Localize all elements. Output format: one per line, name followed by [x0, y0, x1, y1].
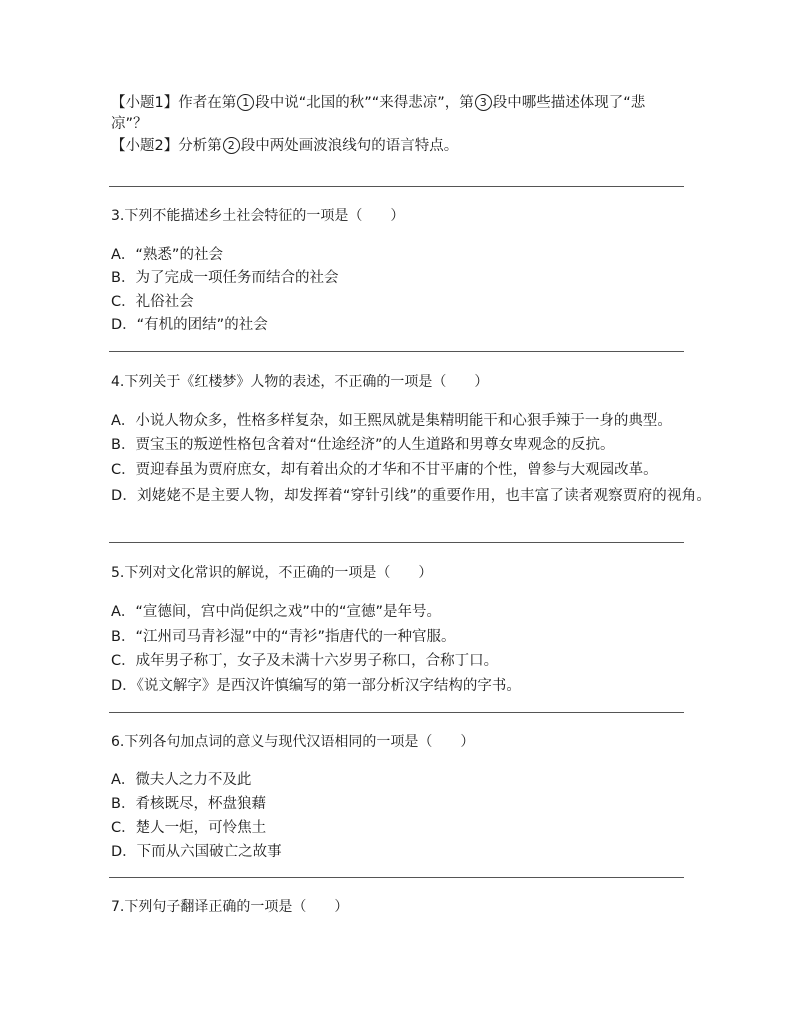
question-stem: 6.下列各句加点词的意义与现代汉语相同的一项是（ ）: [111, 734, 475, 750]
option-b: B．肴核既尽，杯盘狼藉: [111, 796, 266, 812]
question-stem: 3.下列不能描述乡土社会特征的一项是（ ）: [111, 208, 405, 224]
subquestion-1-text-c: 段中哪些描述体现了“悲: [492, 95, 646, 111]
option-a: A．小说人物众多，性格多样复杂，如王熙凤就是集精明能干和心狠手辣于一身的典型。: [111, 413, 672, 429]
option-b: B．为了完成一项任务而结合的社会: [111, 270, 339, 286]
option-a: A．微夫人之力不及此: [111, 772, 252, 788]
subquestion-1-continued: 凉”？: [111, 116, 148, 132]
subquestion-1-text-a: 【小题1】作者在第: [111, 95, 237, 111]
option-d: D．“有机的团结”的社会: [111, 317, 268, 333]
subquestion-1: [111, 93, 645, 113]
option-c: C．礼俗社会: [111, 294, 194, 310]
subquestion-2-text-b: 段中两处画波浪线句的语言特点。: [240, 138, 459, 154]
question-stem: 4.下列关于《红楼梦》人物的表述，不正确的一项是（ ）: [111, 374, 489, 390]
divider: [109, 186, 684, 187]
divider: [109, 542, 684, 543]
divider: [109, 877, 684, 878]
option-d: D．下而从六国破亡之故事: [111, 844, 282, 860]
option-b: B．“江州司马青衫湿”中的“青衫”指唐代的一种官服。: [111, 629, 456, 645]
question-stem: 7.下列句子翻译正确的一项是（ ）: [111, 899, 349, 915]
question-stem: 5.下列对文化常识的解说，不正确的一项是（ ）: [111, 565, 433, 581]
circled-number: 3: [475, 94, 492, 111]
option-c: C．楚人一炬，可怜焦土: [111, 820, 267, 836]
subquestion-1-text-b: 段中说“北国的秋”“来得悲凉”，第: [255, 95, 474, 111]
option-a: A．“宣德间，宫中尚促织之戏”中的“宣德”是年号。: [111, 604, 441, 620]
circled-number: 1: [237, 94, 254, 111]
option-c: C．贾迎春虽为贾府庶女，却有着出众的才华和不甘平庸的个性，曾参与大观园改革。: [111, 462, 658, 478]
subquestion-2-text-a: 【小题2】分析第: [111, 138, 222, 154]
option-b: B．贾宝玉的叛逆性格包含着对“仕途经济”的人生道路和男尊女卑观念的反抗。: [111, 437, 615, 453]
option-d: D．刘姥姥不是主要人物，却发挥着“穿针引线”的重要作用，也丰富了读者观察贾府的视角。: [111, 488, 712, 504]
option-c: C．成年男子称丁，女子及未满十六岁男子称口，合称丁口。: [111, 653, 499, 669]
divider: [109, 712, 684, 713]
divider: [109, 351, 684, 352]
option-a: A．“熟悉”的社会: [111, 247, 223, 263]
option-d: D．《说文解字》是西汉许慎编写的第一部分析汉字结构的字书。: [111, 678, 521, 694]
circled-number: 2: [223, 137, 240, 154]
subquestion-2: [111, 136, 458, 156]
